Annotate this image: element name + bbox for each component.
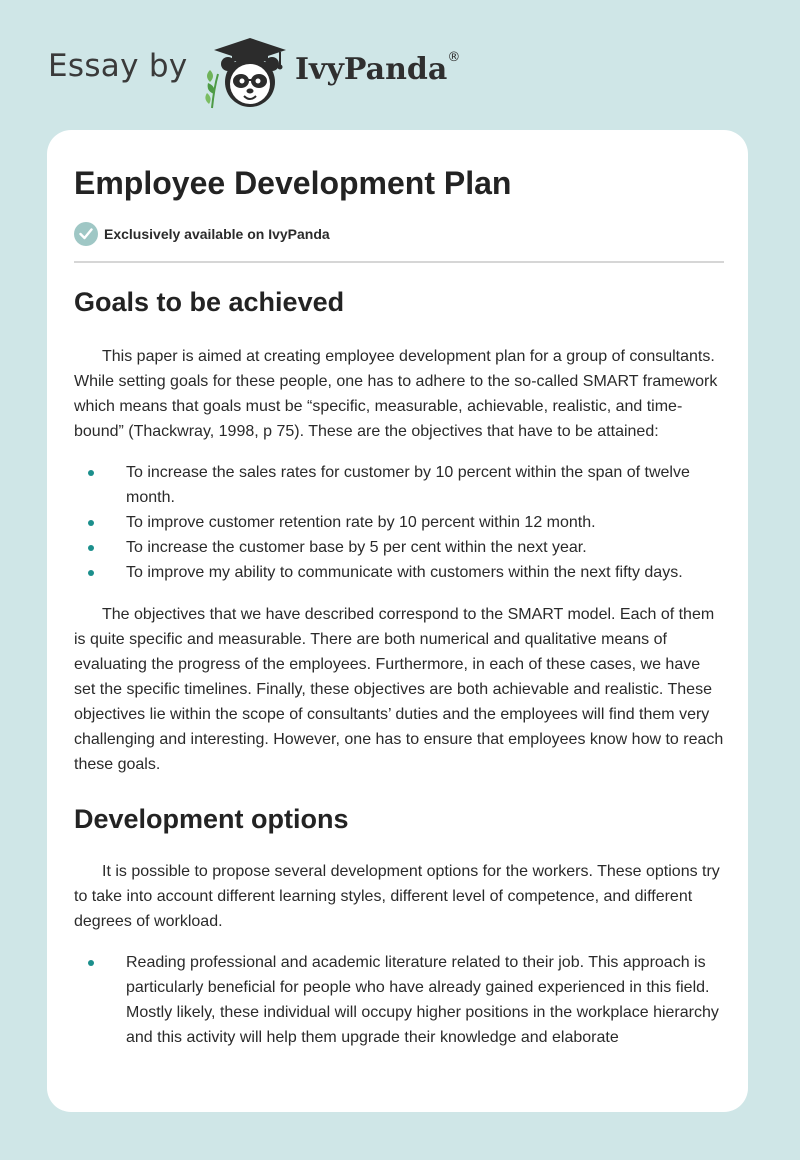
list-item: To improve customer retention rate by 10 percent within 12 month. xyxy=(74,510,724,535)
panda-logo-icon[interactable] xyxy=(200,34,292,110)
brand-text: IvyPanda xyxy=(295,52,448,87)
list-item: To increase the sales rates for customer by 10 percent within the span of twelve month. xyxy=(74,460,724,510)
bullet-icon xyxy=(88,570,94,576)
title-divider xyxy=(74,261,724,263)
list-item: To increase the customer base by 5 per cent within the next year. xyxy=(74,535,724,560)
bullet-icon xyxy=(88,960,94,966)
goals-list xyxy=(74,460,724,585)
section-heading-development-options: Development options xyxy=(74,804,349,834)
options-list xyxy=(74,950,724,1050)
list-item: To improve my ability to communicate with customers within the next fifty days. xyxy=(74,560,724,585)
site-header xyxy=(48,30,568,112)
goals-analysis-paragraph: The objectives that we have described correspond to the SMART model. Each of them is quite specific and measurable. There are both numerical and qualitative means of evaluating the progress of the employees. Furthermore, in each of these cases, we have set the specific timelines. Finally, these objectives are both achievable and realistic. These objectives lie within the scope of consultants’ duties and the employees will find them very challenging and interesting. However, one has to ensure that employees know how to reach these goals. xyxy=(74,606,724,773)
goals-intro-paragraph: This paper is aimed at creating employee development plan for a group of consultants. While setting goals for these people, one has to adhere to the so-called SMART framework which means that goals must be “specific, measurable, achievable, realistic, and time-bound” (Thackwray, 1998, p 75). These are the objectives that have to be attained: xyxy=(74,348,718,440)
article-card xyxy=(47,130,748,1112)
bullet-icon xyxy=(88,470,94,476)
article-body xyxy=(74,280,724,1050)
registered-mark: ® xyxy=(447,50,461,65)
list-item: Reading professional and academic literature related to their job. This approach is particularly beneficial for people who have already gained experienced in this field. Mostly likely, these individual will occupy higher positions in the workplace hierarchy and this activity will help them upgrade their knowledge and elaborate xyxy=(74,950,724,1050)
check-icon xyxy=(74,222,98,246)
exclusive-badge xyxy=(74,222,330,246)
bullet-icon xyxy=(88,545,94,551)
article-title: Employee Development Plan xyxy=(74,165,512,201)
essay-by-label: Essay by xyxy=(48,48,188,84)
section-heading-goals: Goals to be achieved xyxy=(74,287,345,317)
brand-name[interactable] xyxy=(295,52,460,87)
exclusive-badge-text: Exclusively available on IvyPanda xyxy=(104,226,330,242)
options-intro-paragraph: It is possible to propose several development options for the workers. These options try to take into account different learning styles, different level of competence, and different degrees of workload. xyxy=(74,863,720,930)
bullet-icon xyxy=(88,520,94,526)
